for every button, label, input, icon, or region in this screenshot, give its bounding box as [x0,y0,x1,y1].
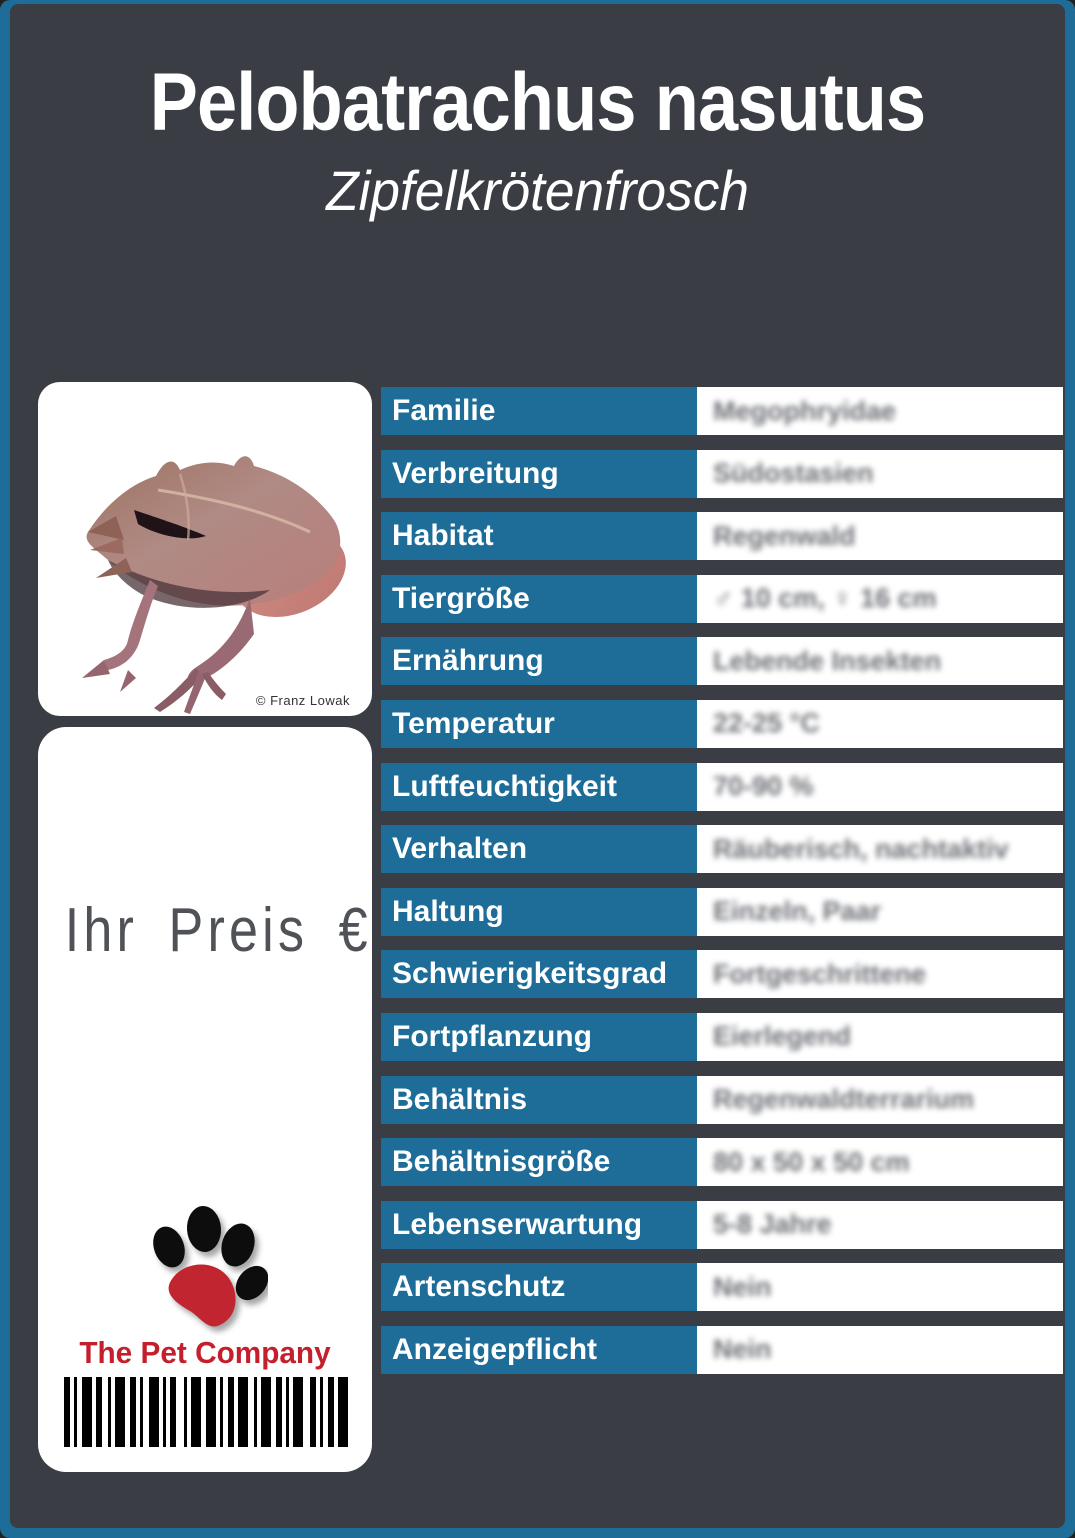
row-value-text: Fortgeschrittene [713,958,927,989]
table-row [381,950,1063,998]
row-value-text: 5-8 Jahre [713,1209,832,1240]
row-value-text: 80 x 50 x 50 cm [713,1146,910,1177]
row-value-text: 22-25 °C [713,708,820,739]
row-label: Fortpflanzung [381,1013,697,1061]
table-row [381,512,1063,560]
barcode-bar [293,1377,303,1447]
row-value-text: 70-90 % [713,771,814,802]
barcode-bar [191,1377,201,1447]
table-row [381,575,1063,623]
row-label: Familie [381,387,697,435]
row-label: Artenschutz [381,1263,697,1311]
subtitle: Zipfelkrötenfrosch [326,159,749,222]
barcode [64,1377,348,1447]
barcode-bar [115,1377,125,1447]
barcode-bar [206,1377,216,1447]
row-value-text: ♂ 10 cm, ♀ 16 cm [713,583,937,614]
row-label: Habitat [381,512,697,560]
row-label: Verhalten [381,825,697,873]
barcode-bar [149,1377,159,1447]
table-row [381,637,1063,685]
table-row [381,763,1063,811]
row-label: Tiergröße [381,575,697,623]
row-value [697,1326,1063,1374]
brand-name: The Pet Company [79,1335,331,1370]
frog-photo [38,382,372,716]
barcode-bar [276,1377,282,1447]
barcode-bar [140,1377,143,1447]
row-label: Schwierigkeitsgrad [381,950,697,998]
barcode-bar [286,1377,289,1447]
barcode-bar [184,1377,187,1447]
price-card [38,727,372,1472]
barcode-bar [82,1377,92,1447]
barcode-bar [328,1377,334,1447]
barcode-bar [96,1377,102,1447]
barcode-bar [238,1377,248,1447]
header [10,57,1065,223]
row-label: Ernährung [381,637,697,685]
table-row [381,1076,1063,1124]
info-table [381,387,1063,1389]
barcode-bar [64,1377,70,1447]
row-value [697,1201,1063,1249]
row-label: Behältnis [381,1076,697,1124]
table-row [381,1263,1063,1311]
barcode-bar [74,1377,77,1447]
row-value [697,1076,1063,1124]
barcode-bar [310,1377,316,1447]
paw-logo-icon [142,1205,268,1337]
row-value [697,512,1063,560]
row-value [697,888,1063,936]
barcode-bar [108,1377,111,1447]
row-value [697,450,1063,498]
barcode-bar [163,1377,166,1447]
row-label: Luftfeuchtigkeit [381,763,697,811]
row-value-text: Südostasien [713,458,874,489]
row-value-text: Einzeln, Paar [713,896,882,927]
row-value-text: Regenwald [713,520,856,551]
table-row [381,1326,1063,1374]
barcode-bar [338,1377,348,1447]
table-row [381,1201,1063,1249]
barcode-bar [261,1377,271,1447]
barcode-bar [130,1377,136,1447]
table-row [381,888,1063,936]
table-row [381,825,1063,873]
row-value-text: Nein [713,1271,772,1302]
row-value [697,700,1063,748]
price-label: Ihr Preis € [64,896,372,965]
photo-credit: © Franz Lowak [255,693,350,708]
barcode-bar [320,1377,323,1447]
barcode-bar [228,1377,234,1447]
row-value [697,950,1063,998]
card-background [10,4,1065,1528]
row-value-text: Eierlegend [713,1021,852,1052]
row-label: Haltung [381,888,697,936]
row-value [697,1263,1063,1311]
barcode-bar [220,1377,223,1447]
row-value [697,1138,1063,1186]
row-value [697,637,1063,685]
photo-card [38,382,372,716]
barcode-bar [254,1377,257,1447]
table-row [381,700,1063,748]
row-value-text: Megophryidae [713,395,897,426]
table-row [381,1138,1063,1186]
row-label: Lebenserwartung [381,1201,697,1249]
row-value-text: Regenwaldterrarium [713,1084,975,1115]
row-label: Anzeigepflicht [381,1326,697,1374]
table-row [381,1013,1063,1061]
row-label: Behältnisgröße [381,1138,697,1186]
row-value [697,763,1063,811]
page-title: Pelobatrachus nasutus [149,57,926,148]
row-value [697,825,1063,873]
row-value-text: Lebende Insekten [713,645,942,676]
table-row [381,450,1063,498]
row-label: Temperatur [381,700,697,748]
row-label: Verbreitung [381,450,697,498]
row-value [697,1013,1063,1061]
table-row [381,387,1063,435]
row-value [697,387,1063,435]
row-value-text: Nein [713,1334,772,1365]
row-value-text: Räuberisch, nachtaktiv [713,833,1009,864]
barcode-bar [170,1377,176,1447]
row-value [697,575,1063,623]
